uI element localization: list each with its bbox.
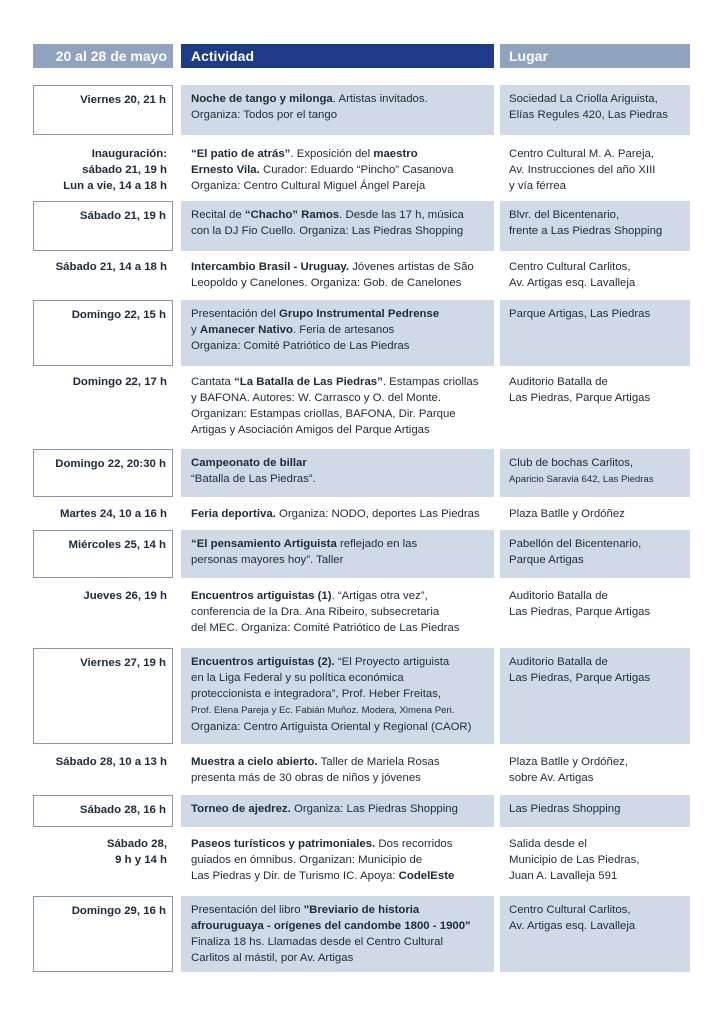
activity-line: Feria deportiva. Organiza: NODO, deportes Las Piedras (191, 508, 480, 520)
date-line: Inauguración: (91, 148, 167, 160)
date-line: Sábado 28, 10 a 13 h (55, 756, 167, 768)
activity-line: presenta más de 30 obras de niños y jóvenes (191, 772, 421, 784)
activity-cell (181, 253, 494, 297)
activity-cell (181, 748, 494, 792)
date-line: Viernes 27, 19 h (80, 657, 166, 669)
date-cell (33, 896, 173, 972)
bold-text: “Chacho” Ramos (244, 209, 340, 221)
schedule-row (33, 300, 690, 366)
bold-text: Feria deportiva. (191, 508, 276, 520)
date-cell (33, 300, 173, 366)
activity-line: “El pensamiento Artiguista reflejado en las (191, 538, 418, 550)
bold-text: maestro (373, 148, 418, 160)
header-place: Lugar (500, 44, 690, 68)
activity-line: con la DJ Fio Cuello. Organiza: Las Piedras Shopping (191, 225, 464, 237)
place-line: Parque Artigas (509, 554, 584, 566)
schedule-row (33, 648, 690, 744)
schedule-row (33, 582, 690, 642)
place-line: Plaza Batlle y Ordóñez, (509, 756, 629, 768)
activity-line: del MEC. Organiza: Comité Patriótico de Las Piedras (191, 622, 460, 634)
place-line: Municipio de Las Piedras, (509, 854, 640, 866)
activity-line: proteccionista e integradora”, Prof. Heber Freitas, (191, 688, 442, 700)
date-line: 9 h y 14 h (115, 854, 167, 866)
activity-cell (181, 201, 494, 251)
activity-line: Las Piedras y Dir. de Turismo IC. Apoya: CodelEste (191, 870, 455, 882)
place-line: Centro Cultural Carlitos, (509, 261, 631, 273)
bold-text: Ernesto Vila. (191, 164, 260, 176)
small-text: Aparicio Saravia 642, Las Piedras (509, 474, 654, 485)
activity-line: Recital de “Chacho” Ramos. Desde las 17 h, música (191, 209, 464, 221)
place-cell (500, 201, 690, 251)
bold-text: Noche de tango y milonga (191, 93, 333, 105)
activity-line: Organiza: Centro Cultural Miguel Ángel Pareja (191, 180, 426, 192)
schedule-row (33, 140, 690, 196)
bold-text: “El pensamiento Artiguista (191, 538, 337, 550)
place-cell (500, 85, 690, 135)
activity-line: conferencia de la Dra. Ana Ribeiro, subsecretaria (191, 606, 440, 618)
activity-line: y Amanecer Nativo. Feria de artesanos (191, 324, 395, 336)
activity-cell (181, 530, 494, 578)
place-cell (500, 449, 690, 497)
date-cell (33, 648, 173, 744)
activity-line: en la Liga Federal y su política económica (191, 672, 404, 684)
place-line: Club de bochas Carlitos, (509, 457, 634, 469)
bold-text: Paseos turísticos y patrimoniales. (191, 838, 376, 850)
place-line: Pabellón del Bicentenario, (509, 538, 642, 550)
activity-line: y BAFONA. Autores: W. Carrasco y O. del Monte. (191, 392, 442, 404)
place-line: Blvr. del Bicentenario, (509, 209, 620, 221)
small-text: Prof. Elena Pareja y Ec. Fabián Muñoz. Modera, Ximena Peri. (191, 705, 455, 716)
date-line: Sábado 21, 19 h (79, 210, 166, 222)
place-line: Av. Artigas esq. Lavalleja (509, 277, 636, 289)
place-line: Av. Artigas esq. Lavalleja (509, 920, 636, 932)
activity-cell (181, 140, 494, 196)
activity-cell (181, 582, 494, 642)
activity-line (191, 455, 494, 471)
activity-line: Encuentros artiguistas (2). “El Proyecto artiguista (191, 656, 450, 668)
place-line: y vía férrea (509, 180, 566, 192)
place-line: Auditorio Batalla de (509, 656, 608, 668)
place-line: Auditorio Batalla de (509, 376, 608, 388)
schedule-row (33, 368, 690, 444)
place-cell (500, 368, 690, 444)
place-cell (500, 300, 690, 366)
place-line: frente a Las Piedras Shopping (509, 225, 663, 237)
date-line: Domingo 29, 16 h (71, 905, 166, 917)
date-line: Sábado 21, 14 a 18 h (55, 261, 167, 273)
activity-cell (181, 896, 494, 972)
place-cell (500, 140, 690, 196)
activity-line (191, 702, 494, 719)
place-line: Las Piedras Shopping (509, 803, 621, 815)
bold-text: “La Batalla de Las Piedras” (234, 376, 383, 388)
place-cell (500, 896, 690, 972)
activity-cell (181, 300, 494, 366)
date-line: Domingo 22, 15 h (71, 309, 166, 321)
activity-cell (181, 795, 494, 827)
date-line: Lun a vie, 14 a 18 h (63, 180, 167, 192)
bold-text: Grupo Instrumental Pedrense (279, 308, 440, 320)
place-cell (500, 500, 690, 526)
activity-line: Presentación del Grupo Instrumental Pedrense (191, 308, 440, 320)
header-activity: Actividad (181, 44, 494, 68)
bold-text: Torneo de ajedrez. (191, 803, 291, 815)
place-line: Las Piedras, Parque Artigas (509, 392, 651, 404)
date-cell (33, 830, 173, 892)
place-line: sobre Av. Artigas (509, 772, 594, 784)
place-line: Av. Instrucciones del año XIII (509, 164, 656, 176)
activity-line: “Batalla de Las Piedras”. (191, 473, 316, 485)
activity-line: Intercambio Brasil - Uruguay. Jóvenes artistas de São (191, 261, 474, 273)
activity-line: guiados en ómnibus. Organizan: Municipio de (191, 854, 423, 866)
place-line: Centro Cultural Carlitos, (509, 904, 631, 916)
date-cell (33, 368, 173, 444)
activity-line: Cantata “La Batalla de Las Piedras”. Estampas criollas (191, 376, 479, 388)
date-line: Viernes 20, 21 h (80, 94, 166, 106)
place-line: Juan A. Lavalleja 591 (509, 870, 618, 882)
date-cell (33, 530, 173, 578)
schedule-row (33, 748, 690, 792)
date-cell (33, 582, 173, 642)
place-line: Auditorio Batalla de (509, 590, 608, 602)
bold-text: Campeonato de billar (191, 457, 307, 469)
date-line: Martes 24, 10 a 16 h (59, 508, 167, 520)
date-line: Miércoles 25, 14 h (68, 539, 166, 551)
bold-text: "Breviario de historia (303, 904, 420, 916)
activity-line: Leopoldo y Canelones. Organiza: Gob. de Canelones (191, 277, 462, 289)
date-line: Jueves 26, 19 h (83, 590, 167, 602)
activity-line: Encuentros artiguistas (1). “Artigas otra vez”, (191, 590, 428, 602)
activity-line: Paseos turísticos y patrimoniales. Dos recorridos (191, 838, 453, 850)
place-line (509, 471, 690, 488)
date-cell (33, 85, 173, 135)
schedule-row (33, 449, 690, 497)
place-line: Salida desde el (509, 838, 587, 850)
activity-line: Finaliza 18 hs. Llamadas desde el Centro Cultural (191, 936, 443, 948)
activity-line: Organizan: Estampas criollas, BAFONA, Dir. Parque (191, 408, 456, 420)
date-cell (33, 500, 173, 526)
activity-cell (181, 500, 494, 526)
date-cell (33, 201, 173, 251)
date-line: Sábado 28, 16 h (79, 804, 166, 816)
date-cell (33, 795, 173, 827)
activity-cell (181, 830, 494, 892)
activity-line: “El patio de atrás”. Exposición del maestro (191, 148, 418, 160)
date-cell (33, 140, 173, 196)
schedule-row (33, 830, 690, 892)
schedule-row (33, 530, 690, 578)
activity-cell (181, 449, 494, 497)
activity-line: personas mayores hoy”. Taller (191, 554, 344, 566)
place-cell (500, 582, 690, 642)
bold-text: Encuentros artiguistas (2). (191, 656, 335, 668)
activity-line (191, 918, 494, 934)
activity-line: Organiza: Comité Patriótico de Las Piedras (191, 340, 410, 352)
bold-text: “El patio de atrás” (191, 148, 291, 160)
date-line: Domingo 22, 20:30 h (55, 458, 166, 470)
activity-cell (181, 368, 494, 444)
place-line: Plaza Batlle y Ordóñez (509, 508, 625, 520)
bold-text: Encuentros artiguistas (1) (191, 590, 332, 602)
schedule-row (33, 253, 690, 297)
date-line: sábado 21, 19 h (82, 164, 167, 176)
activity-line: Muestra a cielo abierto. Taller de Mariela Rosas (191, 756, 440, 768)
schedule-row (33, 500, 690, 526)
activity-line: Artigas y Asociación Amigos del Parque Artigas (191, 424, 430, 436)
activity-cell (181, 648, 494, 744)
place-line: Sociedad La Criolla Ariguista, (509, 93, 658, 105)
place-cell (500, 530, 690, 578)
schedule-row (33, 201, 690, 251)
date-cell (33, 253, 173, 297)
place-line: Centro Cultural M. A. Pareja, (509, 148, 654, 160)
place-line: Elías Regules 420, Las Piedras (509, 109, 668, 121)
activity-line: Organiza: Todos por el tango (191, 109, 338, 121)
date-line: Domingo 22, 17 h (72, 376, 167, 388)
bold-text: Intercambio Brasil - Uruguay. (191, 261, 350, 273)
activity-line: Organiza: Centro Artiguista Oriental y Regional (CAOR) (191, 721, 472, 733)
bold-text: afrouruguaya - orígenes del candombe 1800 - 1900" (191, 920, 471, 932)
place-cell (500, 648, 690, 744)
place-cell (500, 748, 690, 792)
activity-cell (181, 85, 494, 135)
activity-line: Carlitos al mástil, por Av. Artigas (191, 952, 354, 964)
date-cell (33, 748, 173, 792)
place-cell (500, 795, 690, 827)
header-date: 20 al 28 de mayo (33, 44, 173, 68)
schedule-row (33, 85, 690, 135)
activity-line: Torneo de ajedrez. Organiza: Las Piedras Shopping (191, 803, 458, 815)
place-line: Las Piedras, Parque Artigas (509, 672, 651, 684)
activity-line: Ernesto Vila. Curador: Eduardo “Pincho” Casanova (191, 164, 454, 176)
date-line: Sábado 28, (106, 838, 167, 850)
place-line: Las Piedras, Parque Artigas (509, 606, 651, 618)
schedule-row (33, 896, 690, 972)
activity-line: Noche de tango y milonga. Artistas invitados. (191, 93, 428, 105)
bold-text: Amanecer Nativo (199, 324, 293, 336)
schedule-row (33, 795, 690, 827)
date-cell (33, 449, 173, 497)
place-cell (500, 253, 690, 297)
place-line: Parque Artigas, Las Piedras (509, 308, 651, 320)
bold-text: CodelEste (398, 870, 455, 882)
activity-line: Presentación del libro "Breviario de historia (191, 904, 420, 916)
bold-text: Muestra a cielo abierto. (191, 756, 318, 768)
place-cell (500, 830, 690, 892)
